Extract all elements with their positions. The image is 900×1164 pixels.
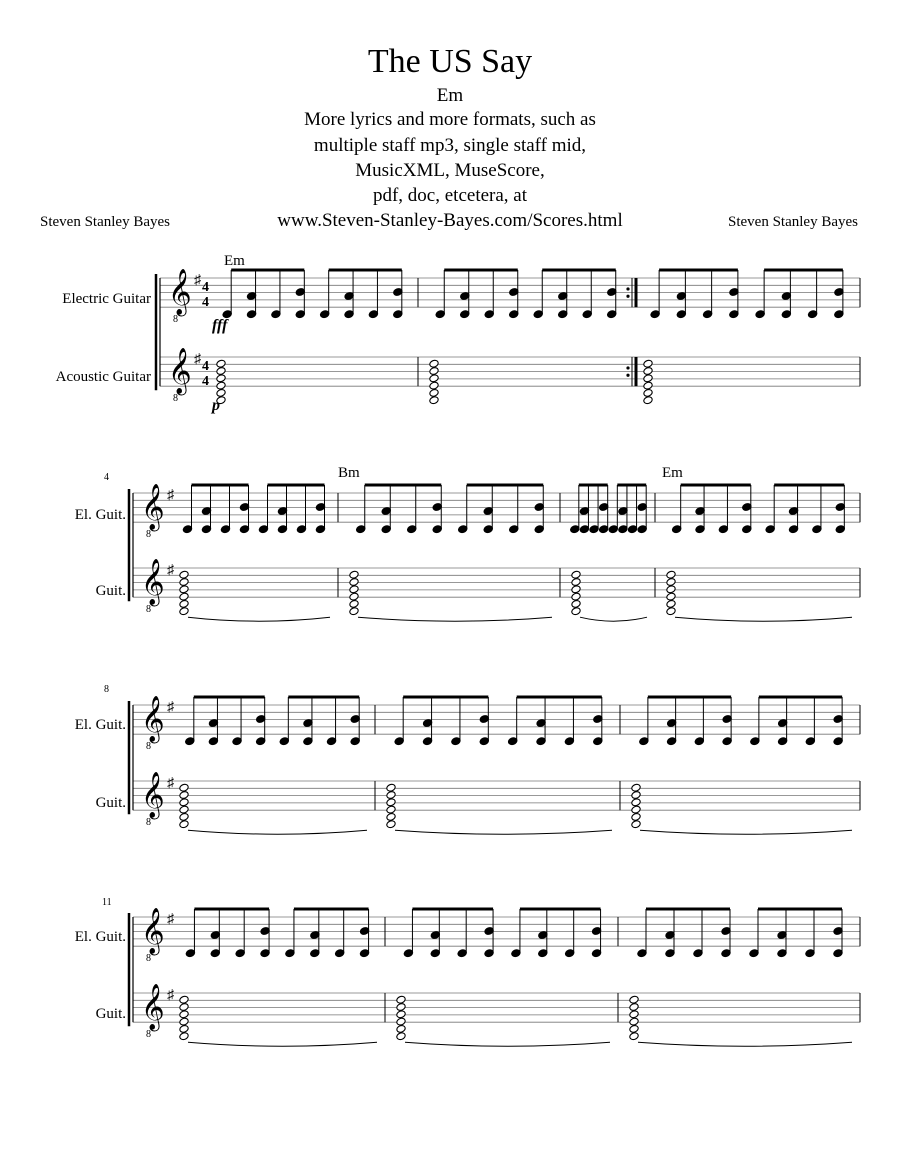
treble-clef-icon: 𝄞 [168, 348, 192, 393]
repeat-dot [626, 366, 629, 369]
notehead [179, 1024, 189, 1033]
notehead [631, 820, 641, 829]
octave-mark: 8 [146, 953, 151, 964]
notehead [179, 599, 189, 608]
notehead [571, 592, 581, 601]
notehead [179, 592, 189, 601]
instrument-label-top: El. Guit. [74, 717, 126, 733]
notehead [179, 798, 189, 807]
chord-symbol: Bm [338, 465, 360, 481]
notehead [429, 396, 439, 405]
notehead [666, 592, 676, 601]
notehead [631, 798, 641, 807]
notehead [629, 1024, 639, 1033]
notehead [631, 791, 641, 800]
key-signature-sharp-icon: ♯ [167, 563, 174, 578]
repeat-dot [626, 295, 629, 298]
notehead [179, 783, 189, 792]
instrument-label-bottom: Guit. [95, 583, 126, 599]
instrument-label-top: El. Guit. [74, 929, 126, 945]
notehead [179, 1003, 189, 1012]
notehead [179, 820, 189, 829]
notehead [179, 570, 189, 579]
tie-curve [405, 1042, 610, 1046]
notehead [396, 1024, 406, 1033]
notehead [179, 607, 189, 616]
notehead [179, 812, 189, 821]
notehead [349, 570, 359, 579]
composer-right: Steven Stanley Bayes [728, 214, 858, 230]
notehead [666, 578, 676, 587]
notehead [571, 570, 581, 579]
tie-curve [580, 617, 647, 621]
notehead [216, 381, 226, 390]
tie-curve [675, 617, 852, 621]
notehead [396, 1032, 406, 1041]
tie-curve [188, 830, 367, 834]
instrument-label-top: El. Guit. [74, 507, 126, 523]
notehead [629, 1003, 639, 1012]
time-signature-numerator: 4 [202, 280, 209, 295]
notehead [631, 805, 641, 814]
dynamic-marking-fff: fff [212, 317, 228, 334]
notehead [429, 374, 439, 383]
notehead [179, 585, 189, 594]
notehead [571, 607, 581, 616]
notehead [386, 820, 396, 829]
tie-curve [640, 830, 852, 834]
treble-clef-icon: 𝄞 [141, 559, 165, 604]
notehead [643, 359, 653, 368]
notehead [666, 607, 676, 616]
notehead [631, 783, 641, 792]
notehead [216, 359, 226, 368]
subtitle-line: multiple staff mp3, single staff mid, [313, 135, 587, 156]
notehead [571, 585, 581, 594]
dynamic-marking-p: p [212, 397, 220, 414]
octave-mark: 8 [173, 314, 178, 325]
treble-clef-icon: 𝄞 [168, 269, 192, 314]
subtitle-line: pdf, doc, etcetera, at [372, 185, 528, 206]
notehead [179, 791, 189, 800]
tie-curve [358, 617, 552, 621]
notehead [179, 805, 189, 814]
notehead [631, 812, 641, 821]
octave-mark: 8 [146, 741, 151, 752]
notehead [349, 578, 359, 587]
notehead [666, 570, 676, 579]
notehead [629, 1017, 639, 1026]
notehead [179, 1017, 189, 1026]
octave-mark: 8 [173, 393, 178, 404]
tie-curve [395, 830, 612, 834]
score-title: The US Say [367, 43, 533, 80]
notehead [179, 1032, 189, 1041]
key-signature-sharp-icon: ♯ [194, 273, 201, 288]
composer-left: Steven Stanley Bayes [40, 214, 170, 230]
notehead [396, 1017, 406, 1026]
chord-symbol: Em [224, 253, 245, 269]
octave-mark: 8 [146, 817, 151, 828]
octave-mark: 8 [146, 1029, 151, 1040]
notehead [429, 381, 439, 390]
treble-clef-icon: 𝄞 [141, 984, 165, 1029]
time-signature-numerator: 4 [202, 359, 209, 374]
notehead [179, 1010, 189, 1019]
key-label: Em [436, 85, 464, 106]
subtitle-line: More lyrics and more formats, such as [304, 109, 596, 130]
notehead [396, 1010, 406, 1019]
notehead [349, 607, 359, 616]
time-signature-denominator: 4 [202, 295, 209, 310]
notehead [643, 367, 653, 376]
notehead [629, 995, 639, 1004]
treble-clef-icon: 𝄞 [141, 908, 165, 953]
notehead [643, 396, 653, 405]
key-signature-sharp-icon: ♯ [167, 776, 174, 791]
notehead [643, 381, 653, 390]
treble-clef-icon: 𝄞 [141, 696, 165, 741]
time-signature-denominator: 4 [202, 374, 209, 389]
instrument-label-top: Electric Guitar [62, 291, 151, 307]
notehead [643, 374, 653, 383]
notehead [396, 995, 406, 1004]
website-link-text: www.Steven-Stanley-Bayes.com/Scores.html [277, 210, 623, 231]
notehead [629, 1010, 639, 1019]
instrument-label-bottom: Guit. [95, 1006, 126, 1022]
notehead [386, 805, 396, 814]
bar-number: 4 [104, 472, 109, 483]
notehead [386, 783, 396, 792]
repeat-dot [626, 287, 629, 290]
notehead [216, 374, 226, 383]
notehead [216, 367, 226, 376]
notehead [643, 388, 653, 397]
repeat-dot [626, 374, 629, 377]
notehead [429, 359, 439, 368]
octave-mark: 8 [146, 529, 151, 540]
tie-curve [188, 1042, 377, 1046]
tie-curve [638, 1042, 852, 1046]
treble-clef-icon: 𝄞 [141, 772, 165, 817]
notehead [386, 791, 396, 800]
key-signature-sharp-icon: ♯ [167, 700, 174, 715]
notehead [179, 995, 189, 1004]
notehead [629, 1032, 639, 1041]
notehead [429, 367, 439, 376]
bar-number: 11 [102, 897, 112, 908]
key-signature-sharp-icon: ♯ [194, 352, 201, 367]
notehead [429, 388, 439, 397]
treble-clef-icon: 𝄞 [141, 484, 165, 529]
key-signature-sharp-icon: ♯ [167, 912, 174, 927]
notehead [571, 578, 581, 587]
notehead [666, 599, 676, 608]
notehead [179, 578, 189, 587]
notehead [386, 798, 396, 807]
notehead [396, 1003, 406, 1012]
bar-number: 8 [104, 684, 109, 695]
key-signature-sharp-icon: ♯ [167, 988, 174, 1003]
notehead [349, 592, 359, 601]
notehead [349, 599, 359, 608]
tie-curve [188, 617, 330, 621]
notehead [386, 812, 396, 821]
notehead [666, 585, 676, 594]
chord-symbol: Em [662, 465, 683, 481]
key-signature-sharp-icon: ♯ [167, 488, 174, 503]
notehead [571, 599, 581, 608]
octave-mark: 8 [146, 604, 151, 615]
notehead [349, 585, 359, 594]
instrument-label-bottom: Guit. [95, 795, 126, 811]
subtitle-line: MusicXML, MuseScore, [355, 160, 545, 181]
instrument-label-bottom: Acoustic Guitar [55, 369, 151, 385]
